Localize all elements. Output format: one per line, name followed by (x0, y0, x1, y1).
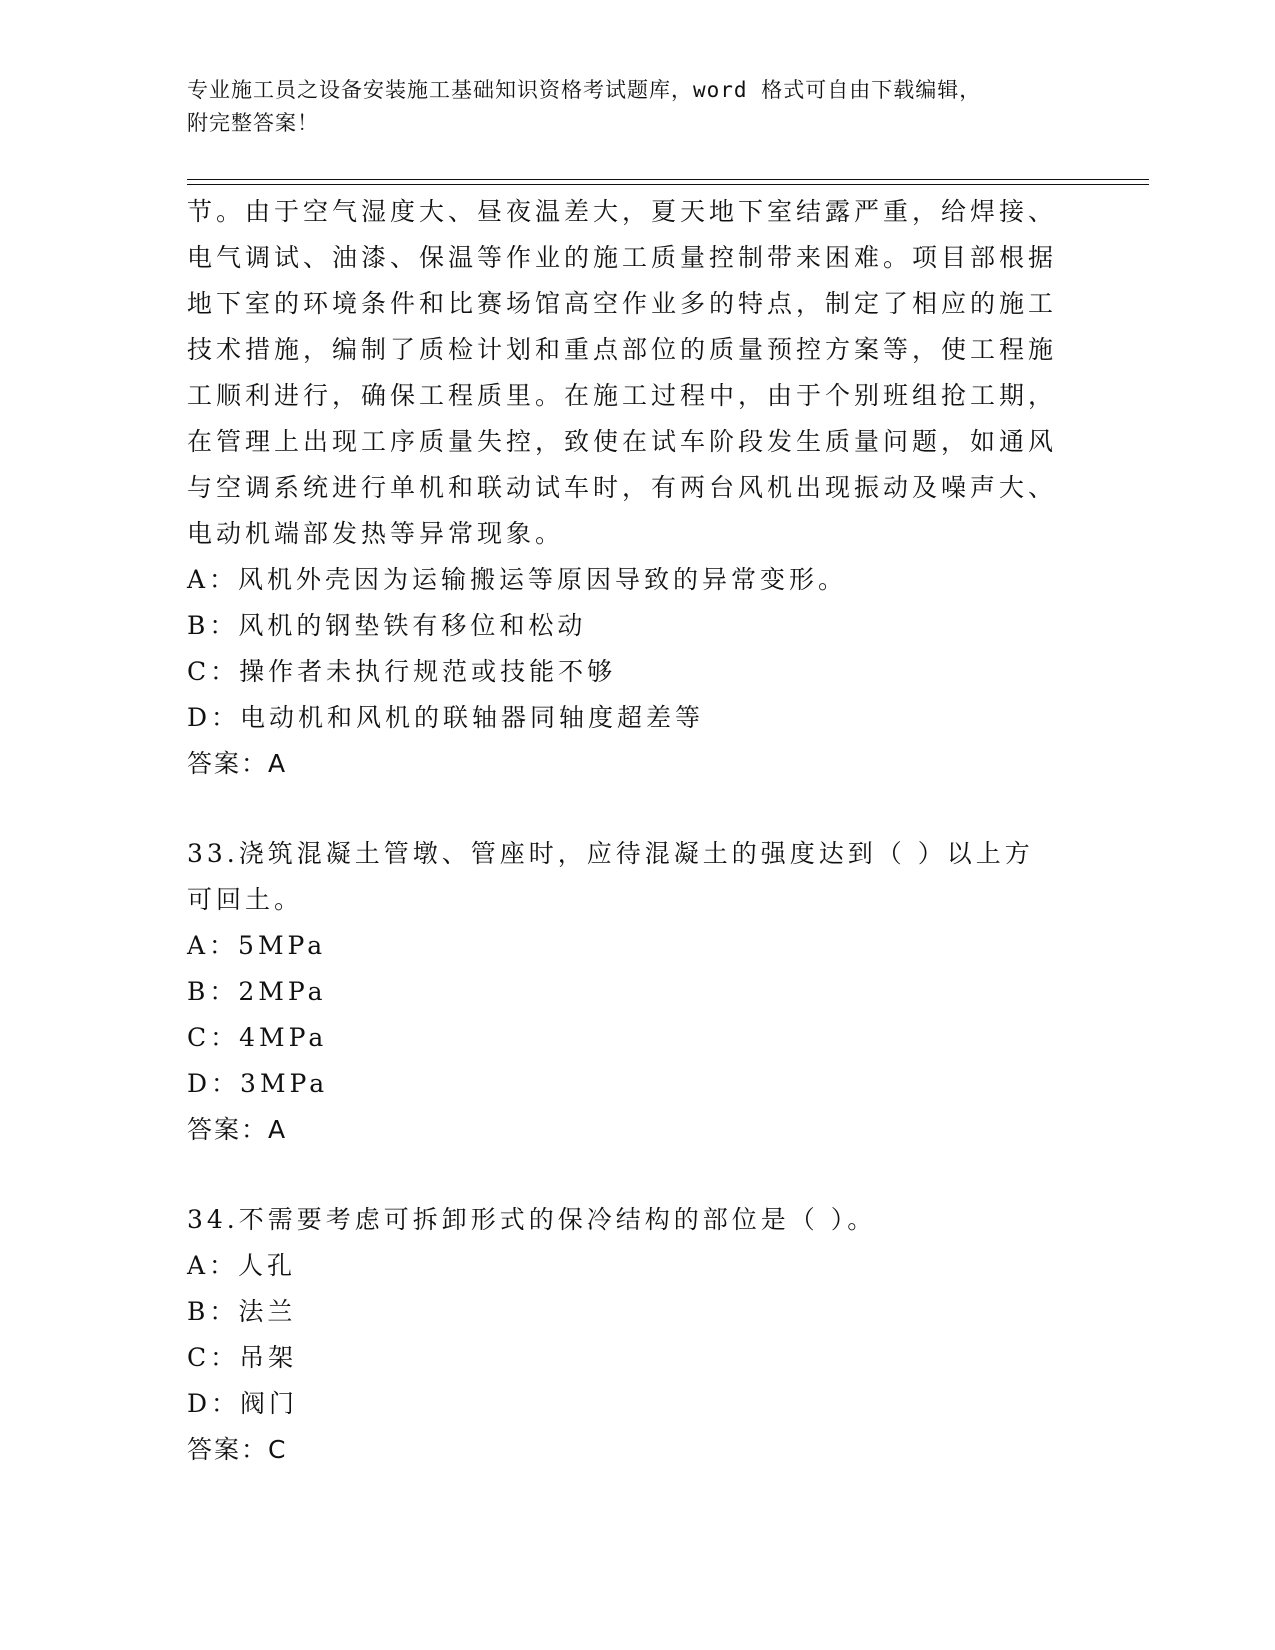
question-34 (187, 1197, 1087, 1473)
option-a: A：人孔 (187, 1251, 297, 1280)
option-a: A：风机外壳因为运输搬运等原因导致的异常变形。 (187, 565, 848, 594)
option-d: D：电动机和风机的联轴器同轴度超差等 (187, 703, 705, 732)
question-32-continued (187, 189, 1087, 787)
option-a: A：5MPa (187, 931, 327, 960)
option-c: C：吊架 (187, 1343, 298, 1372)
question-text: 节。由于空气湿度大、昼夜温差大，夏天地下室结露严重，给焊接、电气调试、油漆、保温等作业的施工质量控制带来困难。项目部根据地下室的环境条件和比赛场馆高空作业多的特点，制定了相应的施工技术措施，编制了质检计划和重点部位的质量预控方案等，使工程施工顺利进行，确保工程质里。在施工过程中，由于个别班组抢工期，在管理上出现工序质量失控，致使在试车阶段发生质量问题，如通风与空调系统进行单机和联动试车时，有两台风机出现振动及噪声大、电动机端部发热等异常现象。 (187, 197, 1058, 548)
answer-line: 答案：C (187, 1435, 288, 1464)
option-b: B：风机的钢垫铁有移位和松动 (187, 611, 587, 640)
answer-line: 答案：A (187, 1115, 288, 1144)
answer-line: 答案：A (187, 749, 288, 778)
option-b: B：2MPa (187, 977, 327, 1006)
question-text: 34.不需要考虑可拆卸形式的保冷结构的部位是（ ）。 (187, 1205, 877, 1234)
option-b: B：法兰 (187, 1297, 297, 1326)
header-line-2: 附完整答案！ (187, 111, 319, 135)
question-33 (187, 831, 1087, 1153)
option-c: C：4MPa (187, 1023, 328, 1052)
option-c: C：操作者未执行规范或技能不够 (187, 657, 617, 686)
option-d: D：阀门 (187, 1389, 299, 1418)
document-body (187, 189, 1087, 1473)
option-d: D：3MPa (187, 1069, 329, 1098)
header-rule-bottom (187, 184, 1149, 185)
header-line-1: 专业施工员之设备安装施工基础知识资格考试题库，word 格式可自由下载编辑， (187, 78, 982, 102)
header-rule-top (187, 179, 1149, 180)
document-header (187, 74, 1067, 140)
question-text: 33.浇筑混凝土管墩、管座时，应待混凝土的强度达到（ ）以上方可回土。 (187, 839, 1034, 914)
